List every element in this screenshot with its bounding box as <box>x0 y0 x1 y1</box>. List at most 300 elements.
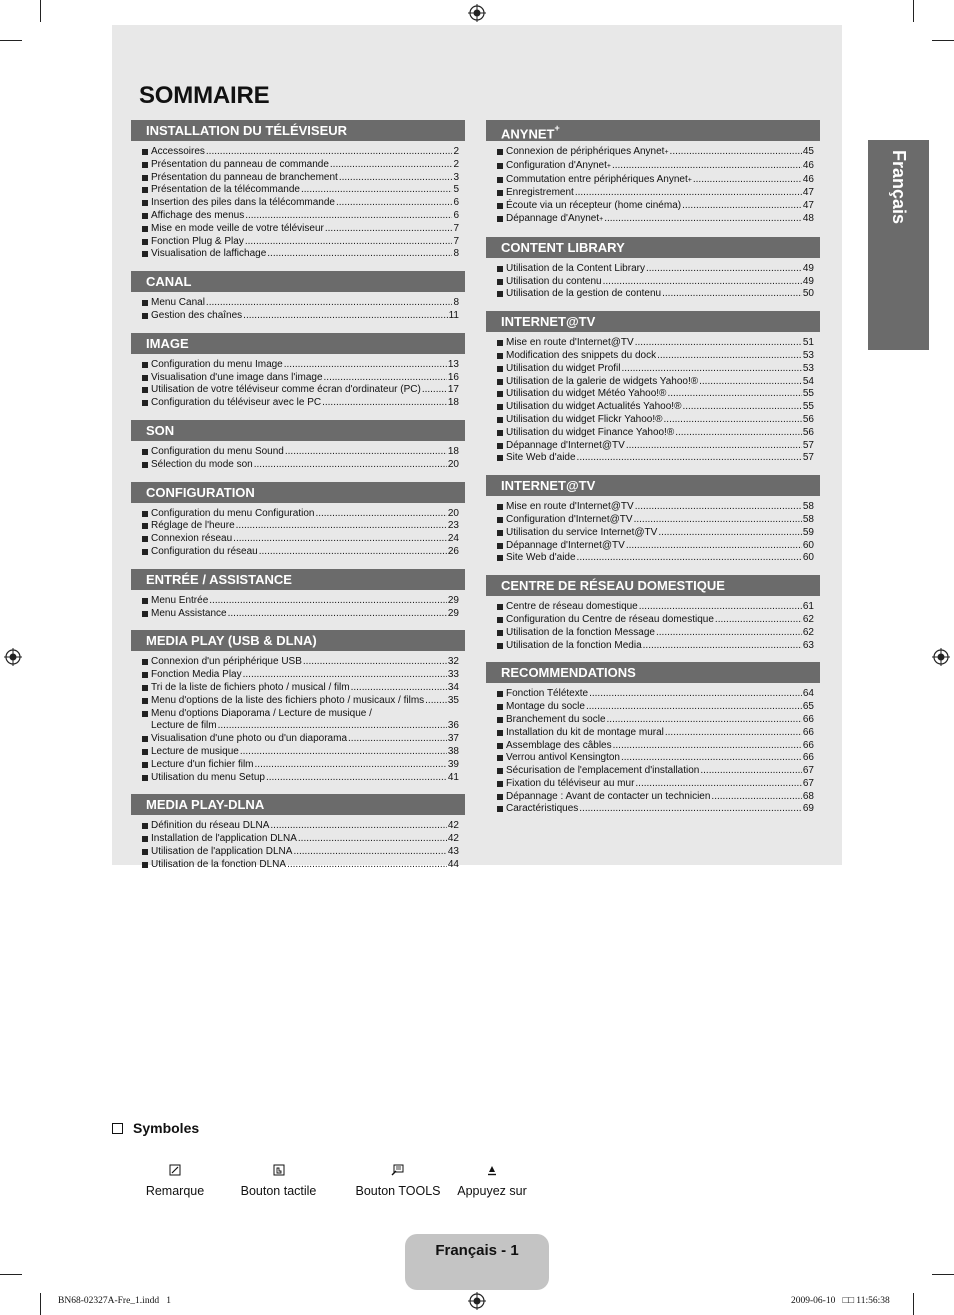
toc-entry-page: 42 <box>447 820 459 832</box>
toc-entry[interactable] <box>486 160 820 174</box>
toc-entry[interactable] <box>131 197 465 210</box>
bullet-icon <box>497 417 503 423</box>
dot-leader <box>626 440 802 453</box>
toc-section-heading <box>131 794 465 815</box>
toc-section-heading <box>131 420 465 441</box>
toc-entry-text: Configuration du réseau <box>151 545 258 557</box>
tools-button-icon <box>391 1164 405 1176</box>
symbol-press <box>455 1160 529 1198</box>
toc-section-heading <box>131 120 465 141</box>
dot-leader <box>656 627 802 640</box>
toc-entry-text: Site Web d'aide <box>506 452 576 464</box>
bullet-icon <box>142 175 148 181</box>
toc-entry[interactable] <box>486 601 820 614</box>
toc-entry-text: Configuration d'Anynet <box>506 159 607 171</box>
toc-entry[interactable] <box>486 187 820 200</box>
toc-entry-page: 20 <box>447 507 459 519</box>
dot-leader <box>259 546 447 559</box>
bullet-icon <box>497 190 503 196</box>
toc-entry-page: 41 <box>447 771 459 783</box>
crop-mark <box>932 40 954 41</box>
toc-entry[interactable] <box>131 236 465 249</box>
toc-entry-text: Fonction Plug & Play <box>151 235 244 247</box>
toc-entry-text: Fonction Télétexte <box>506 688 589 700</box>
toc-entry-text: Sélection du mode son <box>151 458 253 470</box>
toc-entry[interactable] <box>131 669 465 682</box>
toc-entry[interactable] <box>131 695 465 708</box>
toc-entry[interactable] <box>131 520 465 533</box>
toc-right-column <box>486 120 820 826</box>
toc-entry-page: 63 <box>802 639 814 651</box>
symbol-tools-button <box>352 1160 444 1198</box>
toc-entry[interactable] <box>131 297 465 310</box>
toc-entry-page: 42 <box>447 833 459 845</box>
toc-entry-page: 2 <box>453 158 459 170</box>
toc-entry[interactable] <box>131 210 465 223</box>
toc-entry[interactable] <box>131 146 465 159</box>
toc-entry-text: Verrou antivol Kensington <box>506 752 620 764</box>
registration-mark-icon <box>468 1292 486 1310</box>
toc-entry-sup: + <box>606 162 611 170</box>
section-heading-text: ENTRÉE / ASSISTANCE <box>146 571 292 587</box>
toc-entry[interactable] <box>131 746 465 759</box>
toc-entry[interactable] <box>131 372 465 385</box>
toc-entry[interactable] <box>131 846 465 859</box>
toc-entry-page: 6 <box>453 209 459 221</box>
toc-entry-page: 58 <box>802 501 814 513</box>
symbol-touch-button <box>236 1160 321 1198</box>
bullet-icon <box>497 717 503 723</box>
dot-leader <box>330 159 453 172</box>
toc-entry[interactable] <box>486 627 820 640</box>
toc-entry-text: Lecture de musique <box>151 745 239 757</box>
toc-entry-text: Modification des snippets du dock <box>506 349 657 361</box>
bullet-icon <box>497 517 503 523</box>
registration-mark-icon <box>932 648 950 666</box>
toc-entry-text: Menu d'options Diaporama / Lecture de musique / <box>151 707 372 719</box>
dot-leader <box>643 640 802 653</box>
toc-entry[interactable] <box>486 752 820 765</box>
dot-leader <box>665 727 802 740</box>
toc-entry-page: 46 <box>802 173 814 185</box>
toc-section <box>131 630 465 784</box>
toc-entry[interactable] <box>131 533 465 546</box>
dot-leader <box>646 263 802 276</box>
toc-entry-text: Utilisation de votre téléviseur comme écran d'ordinateur (PC) <box>151 384 421 396</box>
file-name: BN68-02327A-Fre_1.indd 1 <box>58 1296 171 1306</box>
toc-entry[interactable] <box>131 223 465 236</box>
toc-entry-text: Tri de la liste de fichiers photo / musical / film <box>151 681 350 693</box>
toc-entry[interactable] <box>486 803 820 816</box>
dot-leader <box>351 682 447 695</box>
toc-entry[interactable] <box>131 720 465 733</box>
toc-entry-text: Utilisation de la fonction DLNA <box>151 858 287 870</box>
toc-entry[interactable] <box>486 727 820 740</box>
section-heading-text: RECOMMENDATIONS <box>501 665 636 681</box>
language-side-tab-label: Français <box>889 150 909 225</box>
section-heading-text: CENTRE DE RÉSEAU DOMESTIQUE <box>501 578 725 594</box>
toc-entry[interactable] <box>486 614 820 627</box>
dot-leader <box>634 514 802 527</box>
toc-entry-page: 45 <box>802 146 814 157</box>
toc-section <box>486 575 820 652</box>
toc-entry-page: 6 <box>453 197 459 209</box>
page-number-tab <box>405 1234 549 1290</box>
bullet-icon <box>497 730 503 736</box>
dot-leader <box>293 846 446 859</box>
dot-leader <box>236 520 447 533</box>
toc-entry[interactable] <box>131 820 465 833</box>
toc-section <box>486 662 820 816</box>
dot-leader <box>700 765 802 778</box>
dot-leader <box>267 248 452 261</box>
dot-leader <box>670 146 802 159</box>
section-heading-text: MEDIA PLAY-DLNA <box>146 797 265 813</box>
bullet-icon <box>142 387 148 393</box>
toc-entry[interactable] <box>486 452 820 465</box>
toc-entry-text: Connexion réseau <box>151 533 233 545</box>
bullet-icon <box>497 617 503 623</box>
toc-entry[interactable] <box>131 248 465 261</box>
toc-entry[interactable] <box>486 714 820 727</box>
toc-section-heading <box>486 311 820 332</box>
bullet-icon <box>497 704 503 710</box>
print-timestamp: 2009-06-10 □□ 11:56:38 <box>791 1296 890 1306</box>
toc-entry-page: 5 <box>453 184 459 196</box>
toc-entry[interactable] <box>131 759 465 772</box>
bullet-icon <box>497 177 503 183</box>
toc-entry-text: Dépannage d'Internet@TV <box>506 539 625 551</box>
toc-entry-page: 33 <box>447 669 459 681</box>
toc-entry-page: 59 <box>802 526 814 538</box>
bullet-icon <box>497 404 503 410</box>
toc-entry-page: 68 <box>802 790 814 802</box>
bullet-icon <box>497 794 503 800</box>
toc-entry-page: 34 <box>447 681 459 693</box>
dot-leader <box>245 236 453 249</box>
dot-leader <box>287 859 447 872</box>
toc-entry-page: 56 <box>802 413 814 425</box>
toc-entry-page: 49 <box>802 262 814 274</box>
toc-entry-text: Gestion des chaînes <box>151 309 243 321</box>
toc-entry-page: 47 <box>802 200 814 212</box>
dot-leader <box>612 160 802 173</box>
dot-leader <box>658 527 802 540</box>
bullet-icon <box>142 149 148 155</box>
toc-entry[interactable] <box>131 397 465 410</box>
toc-entry[interactable] <box>486 514 820 527</box>
symbol-label: Appuyez sur <box>457 1184 527 1198</box>
toc-entry[interactable] <box>131 384 465 397</box>
toc-entry[interactable] <box>131 595 465 608</box>
bullet-icon <box>497 266 503 272</box>
toc-section-heading <box>131 271 465 292</box>
toc-entry[interactable] <box>486 778 820 791</box>
toc-entry[interactable] <box>486 765 820 778</box>
dot-leader <box>266 772 447 785</box>
toc-entry[interactable] <box>486 376 820 389</box>
bullet-icon <box>497 781 503 787</box>
toc-entry-text: Commutation entre périphériques Anynet <box>506 173 688 185</box>
checkbox-icon <box>112 1123 123 1134</box>
toc-entry[interactable] <box>486 414 820 427</box>
toc-entry-page: 64 <box>802 688 814 700</box>
toc-entry-text: Assemblage des câbles <box>506 739 612 751</box>
toc-entry-page: 24 <box>447 533 459 545</box>
toc-entry[interactable] <box>486 540 820 553</box>
dot-leader <box>348 733 447 746</box>
dot-leader <box>693 174 802 187</box>
toc-entry-page: 36 <box>447 720 459 732</box>
toc-entry-page: 65 <box>802 701 814 713</box>
section-heading-text: CONFIGURATION <box>146 484 255 500</box>
dot-leader <box>657 350 802 363</box>
toc-entry[interactable] <box>131 656 465 669</box>
toc-entry[interactable] <box>486 263 820 276</box>
bullet-icon <box>142 672 148 678</box>
dot-leader <box>322 397 447 410</box>
bullet-icon <box>142 449 148 455</box>
toc-entry-page: 57 <box>802 452 814 464</box>
toc-entry-text: Configuration du menu Configuration <box>151 507 315 519</box>
toc-entry[interactable] <box>131 459 465 472</box>
toc-entry-page: 66 <box>802 713 814 725</box>
toc-entry[interactable] <box>486 288 820 301</box>
bullet-icon <box>497 366 503 372</box>
dot-leader <box>255 759 447 772</box>
toc-entry-page: 50 <box>802 288 814 300</box>
dot-leader <box>218 720 447 733</box>
toc-entry[interactable] <box>131 733 465 746</box>
toc-entry-page: 66 <box>802 726 814 738</box>
toc-entry[interactable] <box>486 337 820 350</box>
bullet-icon <box>497 455 503 461</box>
toc-entry[interactable] <box>486 174 820 188</box>
bullet-icon <box>142 362 148 368</box>
toc-entry[interactable] <box>131 546 465 559</box>
toc-entry[interactable] <box>131 772 465 785</box>
toc-entry[interactable] <box>486 146 820 160</box>
dot-leader <box>675 427 802 440</box>
bullet-icon <box>142 685 148 691</box>
toc-entry-sup: + <box>664 149 669 156</box>
bullet-icon <box>142 698 148 704</box>
bullet-icon <box>497 630 503 636</box>
toc-entry[interactable] <box>131 708 465 721</box>
toc-section-heading <box>486 120 820 141</box>
toc-entry-text: Mise en mode veille de votre téléviseur <box>151 222 324 234</box>
dot-leader <box>575 187 802 200</box>
toc-entry[interactable] <box>486 791 820 804</box>
toc-entry-page: 57 <box>802 439 814 451</box>
bullet-icon <box>497 379 503 385</box>
toc-entry[interactable] <box>486 501 820 514</box>
toc-entry-page: 66 <box>802 739 814 751</box>
toc-entry[interactable] <box>131 608 465 621</box>
toc-entry-text: Utilisation du widget Actualités Yahoo!® <box>506 401 682 413</box>
toc-entry[interactable] <box>131 184 465 197</box>
toc-entry[interactable] <box>131 682 465 695</box>
dot-leader <box>270 820 446 833</box>
toc-section-heading <box>131 569 465 590</box>
bullet-icon <box>497 604 503 610</box>
bullet-icon <box>142 523 148 529</box>
toc-entry-page: 61 <box>802 601 814 613</box>
toc-entry[interactable] <box>131 159 465 172</box>
toc-entry-page: 39 <box>447 758 459 770</box>
toc-entry-page: 17 <box>447 384 459 396</box>
bullet-icon <box>142 313 148 319</box>
toc-entry[interactable] <box>486 213 820 227</box>
dot-leader <box>579 803 802 816</box>
toc-entry[interactable] <box>486 527 820 540</box>
dot-leader <box>301 184 452 197</box>
toc-entry-sup: + <box>687 176 692 184</box>
bullet-icon <box>497 643 503 649</box>
touch-button-icon <box>273 1164 285 1176</box>
toc-entry-page: 7 <box>453 222 459 234</box>
toc-entry-text: Présentation du panneau de branchement <box>151 171 338 183</box>
bullet-icon <box>497 279 503 285</box>
toc-section-heading <box>131 333 465 354</box>
toc-entry-page: 55 <box>802 401 814 413</box>
toc-entry-page: 7 <box>453 235 459 247</box>
dot-leader <box>577 452 802 465</box>
crop-mark <box>0 40 22 41</box>
toc-entry-page: 48 <box>802 212 814 224</box>
bullet-icon <box>142 200 148 206</box>
toc-entry-text: Utilisation de la fonction Message <box>506 626 655 638</box>
toc-entry-page: 37 <box>447 733 459 745</box>
section-heading-text: INTERNET@TV <box>501 314 596 330</box>
toc-entry-text: Utilisation de la gestion de contenu <box>506 288 662 300</box>
dot-leader <box>603 276 802 289</box>
toc-entry-text: Présentation de la télécommande <box>151 184 300 196</box>
bullet-icon <box>497 216 503 222</box>
toc-section <box>486 237 820 301</box>
toc-entry-text: Dépannage d'Internet@TV <box>506 439 625 451</box>
toc-entry-page: 58 <box>802 513 814 525</box>
symbol-label: Bouton TOOLS <box>355 1184 441 1198</box>
dot-leader <box>303 656 447 669</box>
section-heading-text: SON <box>146 422 175 438</box>
toc-entry-page: 2 <box>453 146 459 157</box>
toc-section-heading <box>486 662 820 683</box>
dot-leader <box>206 297 453 310</box>
toc-entry[interactable] <box>486 200 820 213</box>
toc-entry-text: Menu Canal <box>151 297 205 309</box>
toc-entry[interactable] <box>131 508 465 521</box>
toc-entry[interactable] <box>486 640 820 653</box>
toc-entry-text: Mise en route d'Internet@TV <box>506 337 634 349</box>
dot-leader <box>635 337 802 350</box>
bullet-icon <box>497 391 503 397</box>
dot-leader <box>285 446 447 459</box>
bullet-icon <box>142 251 148 257</box>
toc-entry[interactable] <box>486 363 820 376</box>
bullet-icon <box>142 611 148 617</box>
bullet-icon <box>497 149 503 155</box>
dot-leader <box>228 608 447 621</box>
toc-section-heading <box>131 630 465 651</box>
toc-entry[interactable] <box>486 440 820 453</box>
toc-entry-text: Installation de l'application DLNA <box>151 833 297 845</box>
toc-entry-text: Utilisation de la Content Library <box>506 262 645 274</box>
toc-section <box>131 420 465 472</box>
toc-entry-page: 47 <box>802 187 814 199</box>
toc-entry-page: 67 <box>802 765 814 777</box>
dot-leader <box>682 401 801 414</box>
dot-leader <box>664 414 802 427</box>
toc-entry-text: Écoute via un récepteur (home cinéma) <box>506 200 682 212</box>
toc-entry[interactable] <box>131 446 465 459</box>
section-heading-text: INTERNET@TV <box>501 478 596 494</box>
symbols-heading <box>112 1120 199 1136</box>
toc-entry-text: Centre de réseau domestique <box>506 601 638 613</box>
toc-entry-text: Dépannage : Avant de contacter un technicien <box>506 790 711 802</box>
toc-entry[interactable] <box>486 427 820 440</box>
toc-entry-page: 53 <box>802 349 814 361</box>
symbol-note <box>140 1160 210 1198</box>
toc-entry[interactable] <box>131 359 465 372</box>
toc-entry[interactable] <box>486 688 820 701</box>
toc-entry[interactable] <box>131 172 465 185</box>
toc-entry-page: 49 <box>802 275 814 287</box>
toc-entry-page: 62 <box>802 626 814 638</box>
dot-leader <box>240 746 447 759</box>
toc-entry-text: Connexion de périphériques Anynet <box>506 146 665 157</box>
bullet-icon <box>142 823 148 829</box>
toc-entry-page: 35 <box>447 694 459 706</box>
bullet-icon <box>497 443 503 449</box>
crop-mark <box>0 1274 22 1275</box>
toc-entry[interactable] <box>486 552 820 565</box>
dot-leader <box>233 533 447 546</box>
toc-entry-page: 23 <box>447 520 459 532</box>
press-icon <box>487 1164 497 1176</box>
toc-entry-text: Utilisation de la fonction Media <box>506 639 642 651</box>
toc-entry-text: Fixation du téléviseur au mur <box>506 777 635 789</box>
toc-entry-text: Site Web d'aide <box>506 552 576 564</box>
toc-entry[interactable] <box>486 740 820 753</box>
toc-entry[interactable] <box>486 401 820 414</box>
toc-entry[interactable] <box>486 276 820 289</box>
toc-entry-page: 13 <box>447 358 459 370</box>
dot-leader <box>325 223 453 236</box>
bullet-icon <box>497 806 503 812</box>
dot-leader <box>622 363 802 376</box>
toc-entry[interactable] <box>131 310 465 323</box>
toc-entry[interactable] <box>486 388 820 401</box>
toc-entry[interactable] <box>131 833 465 846</box>
toc-entry[interactable] <box>486 701 820 714</box>
bullet-icon <box>497 691 503 697</box>
toc-entry[interactable] <box>131 859 465 872</box>
toc-entry-text: Dépannage d'Anynet <box>506 212 600 224</box>
toc-entry-text: Définition du réseau DLNA <box>151 820 270 832</box>
toc-entry-text: Branchement du socle <box>506 713 606 725</box>
toc-entry-page: 29 <box>447 607 459 619</box>
bullet-icon <box>142 749 148 755</box>
bullet-icon <box>142 659 148 665</box>
toc-entry-text: Installation du kit de montage mural <box>506 726 664 738</box>
toc-section <box>131 333 465 410</box>
bullet-icon <box>142 162 148 168</box>
toc-entry[interactable] <box>486 350 820 363</box>
crop-mark <box>913 1293 914 1315</box>
dot-leader <box>254 459 447 472</box>
toc-entry-text: Utilisation du widget Finance Yahoo!® <box>506 426 675 438</box>
